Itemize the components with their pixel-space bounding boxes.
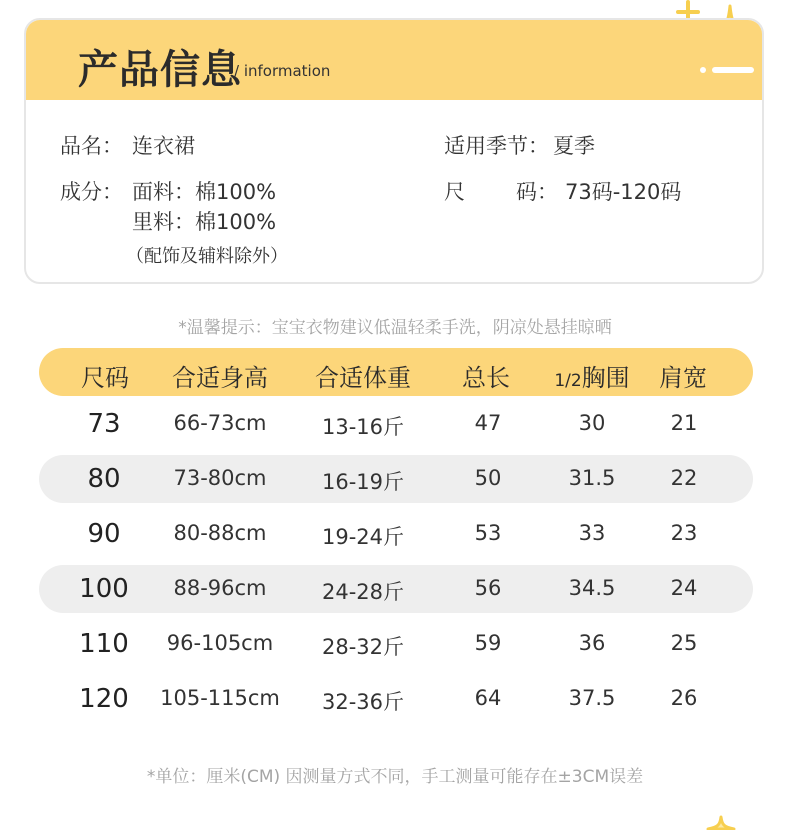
table-cell-weight: 13-16斤 bbox=[321, 415, 405, 439]
table-cell-shoulder: 23 bbox=[670, 521, 698, 545]
table-cell-size: 73 bbox=[87, 409, 121, 439]
header-height: 合适身高 bbox=[172, 364, 268, 392]
table-cell-size: 100 bbox=[79, 574, 129, 604]
product-info-card bbox=[24, 18, 764, 284]
header-line-decoration bbox=[712, 67, 754, 73]
header-chest-text: 胸围 bbox=[581, 364, 630, 392]
table-cell-weight: 24-28斤 bbox=[321, 580, 405, 604]
table-cell-size: 110 bbox=[79, 629, 129, 659]
fabric-line: 面料：棉100% bbox=[132, 180, 277, 204]
table-cell-length: 50 bbox=[474, 466, 502, 490]
table-cell-length: 53 bbox=[474, 521, 502, 545]
table-cell-chest: 33 bbox=[578, 521, 606, 545]
section-subtitle: / information bbox=[234, 62, 331, 80]
size-label-char2: 码： bbox=[516, 180, 558, 204]
table-cell-size: 90 bbox=[87, 519, 121, 549]
section-title: 产品信息 bbox=[78, 47, 242, 93]
table-cell-weight: 19-24斤 bbox=[321, 525, 405, 549]
table-cell-weight: 28-32斤 bbox=[321, 635, 405, 659]
table-cell-shoulder: 24 bbox=[670, 576, 698, 600]
table-cell-shoulder: 26 bbox=[670, 686, 698, 710]
table-cell-size: 120 bbox=[79, 684, 129, 714]
season-value: 夏季 bbox=[553, 134, 595, 158]
care-tip: *温馨提示：宝宝衣物建议低温轻柔手洗，阴凉处悬挂晾晒 bbox=[178, 318, 612, 338]
table-cell-shoulder: 25 bbox=[670, 631, 698, 655]
table-cell-height: 80-88cm bbox=[173, 521, 267, 545]
size-range-value: 73码-120码 bbox=[565, 180, 682, 204]
header-shoulder: 肩宽 bbox=[659, 364, 707, 392]
table-cell-length: 56 bbox=[474, 576, 502, 600]
header-size: 尺码 bbox=[81, 364, 129, 392]
table-cell-height: 96-105cm bbox=[166, 631, 274, 655]
table-cell-chest: 36 bbox=[578, 631, 606, 655]
table-cell-length: 64 bbox=[474, 686, 502, 710]
lining-line: 里料：棉100% bbox=[132, 210, 277, 234]
table-cell-chest: 34.5 bbox=[568, 576, 616, 600]
composition-label: 成分： bbox=[60, 180, 123, 204]
sparkle-bottom-icon bbox=[706, 815, 736, 830]
name-value: 连衣裙 bbox=[132, 134, 195, 158]
footer-note: *单位：厘米(CM) 因测量方式不同，手工测量可能存在±3CM误差 bbox=[146, 767, 644, 787]
table-cell-height: 88-96cm bbox=[173, 576, 267, 600]
accessory-note: （配饰及辅料除外） bbox=[126, 246, 288, 267]
season-label: 适用季节： bbox=[444, 134, 549, 158]
table-cell-height: 66-73cm bbox=[173, 411, 267, 435]
header-weight: 合适体重 bbox=[315, 364, 411, 392]
size-label-char1: 尺 bbox=[444, 180, 465, 204]
name-label: 品名： bbox=[60, 134, 123, 158]
table-cell-length: 59 bbox=[474, 631, 502, 655]
header-length: 总长 bbox=[462, 364, 510, 392]
table-cell-chest: 31.5 bbox=[568, 466, 616, 490]
table-cell-height: 105-115cm bbox=[160, 686, 280, 710]
header-chest bbox=[554, 358, 629, 393]
table-cell-weight: 32-36斤 bbox=[321, 690, 405, 714]
header-chest-fraction: 1/2 bbox=[554, 371, 582, 391]
table-cell-weight: 16-19斤 bbox=[321, 470, 405, 494]
table-cell-shoulder: 22 bbox=[670, 466, 698, 490]
table-cell-length: 47 bbox=[474, 411, 502, 435]
table-cell-chest: 37.5 bbox=[568, 686, 616, 710]
table-cell-height: 73-80cm bbox=[173, 466, 267, 490]
table-cell-shoulder: 21 bbox=[670, 411, 698, 435]
header-dot-decoration bbox=[700, 67, 706, 73]
info-card-header bbox=[26, 20, 762, 100]
table-cell-size: 80 bbox=[87, 464, 121, 494]
table-cell-chest: 30 bbox=[578, 411, 606, 435]
